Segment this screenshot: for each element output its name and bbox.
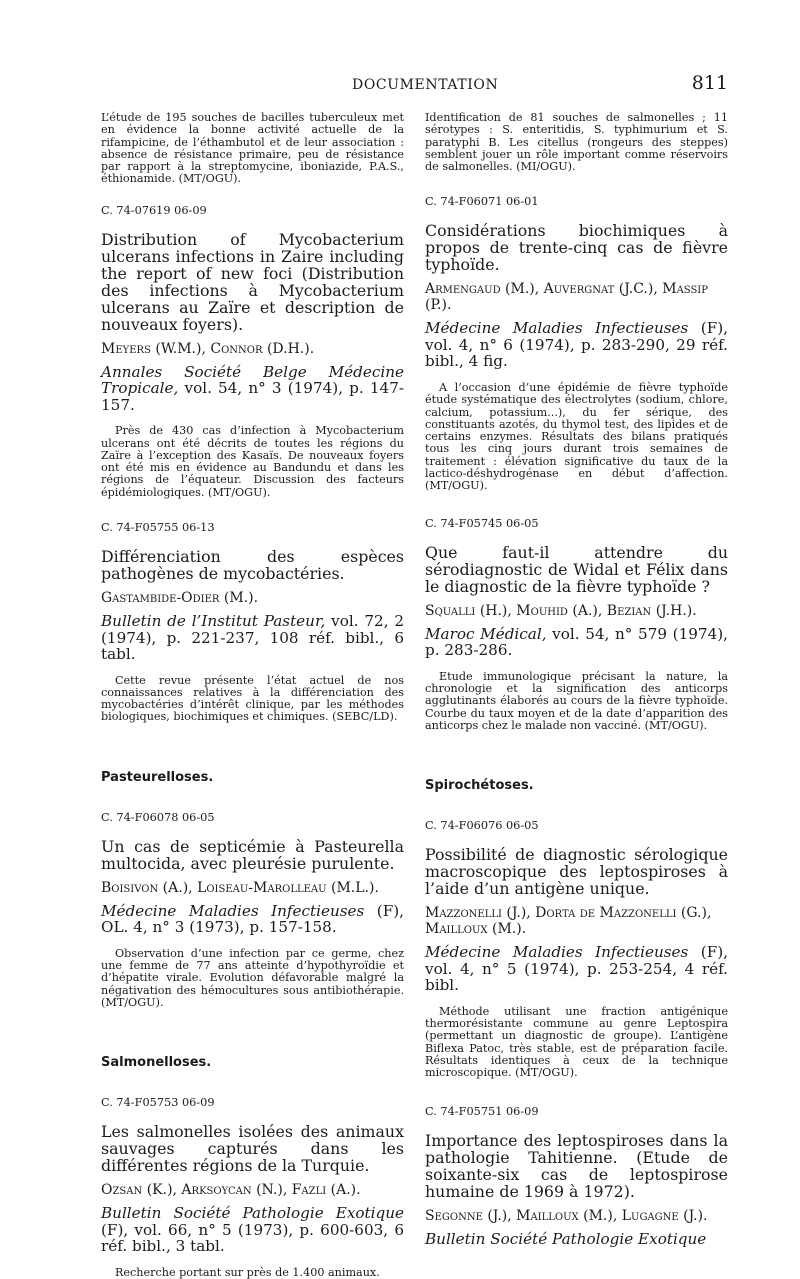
journal-name: Bulletin de l’Institut Pasteur,	[101, 612, 326, 631]
entry-title: Que faut-il attendre du sérodiagnostic de Widal et Félix dans le diagnostic de la fièvre typhoïde ?	[425, 542, 728, 596]
section-heading: Salmonelloses.	[101, 1055, 212, 1071]
entry	[425, 819, 728, 1079]
entry-title: Possibilité de diagnostic sérologique macroscopique des leptospiroses à l’aide d’un antigène unique.	[425, 845, 728, 899]
entry	[425, 517, 728, 732]
entry	[425, 195, 728, 492]
entry-authors: Mazzonelli (J.), Dorta de Mazzonelli (G.), Mailloux (M.).	[425, 905, 712, 938]
journal-reference: (F), vol. 66, n° 5 (1973), p. 600-603, 6 réf. bibl., 3 tabl.	[101, 1220, 404, 1256]
journal-name: Annales Société Belge Médecine Tropicale,	[101, 362, 404, 398]
entry-abstract: Observation d’une infection par ce germe, chez une femme de 77 ans atteinte d’hypothyroïdie et d’hépatite virale. Evolution défavorable malgré la négativation des hémocultures sous antibiothérapie. (MT/OGU).	[101, 946, 404, 1009]
continued-abstract: L’étude de 195 souches de bacilles tuberculeux met en évidence la bonne activité actuelle de la rifampicine, de l’éthambutol et de leur association : absence de résistance primaire, peu de résistance par rapport à la streptomycine, iboniazide, P.A.S., éthionamide. (MT/OGU).	[101, 111, 404, 186]
entry-code: C. 74-F05755 06-13	[101, 521, 215, 535]
entry-code: C. 74-F05745 06-05	[425, 516, 539, 530]
entry-title: Les salmonelles isolées des animaux sauvages capturés dans les différentes régions de la Turquie.	[101, 1122, 404, 1176]
entry-abstract: Méthode utilisant une fraction antigénique thermorésistante commune au genre Leptospira (permettant un diagnostic de groupe). L’antigène Biflexa Patoc, très stable, est de préparation facile. Résultats identiques à ceux de la technique microscopique. (MT/OGU).	[425, 1004, 728, 1080]
entry-code: C. 74-F06076 06-05	[425, 819, 539, 833]
entry-source	[425, 626, 728, 659]
entry-source	[101, 1205, 404, 1255]
journal-reference: vol. 72, 2 (1974), p. 221-237, 108 réf. bibl., 6 tabl.	[101, 612, 404, 664]
journal-reference: (F), vol. 4, n° 5 (1974), p. 253-254, 4 réf. bibl.	[425, 943, 728, 995]
entry	[425, 1105, 728, 1248]
section-heading: Pasteurelloses.	[101, 769, 214, 785]
entry-code: C. 74-F05753 06-09	[101, 1096, 215, 1110]
entry-abstract: A l’occasion d’une épidémie de fièvre typhoïde étude systématique des électrolytes (sodium, chlore, calcium, potassium...), du fer sérique, des constituants azotés, du thymol test, des lipides et de certains enzymes. Résultats des bilans pratiqués tous les cinq jours durant trois semaines de traitement : élévation significative du taux de la lactico-déshydrogénase en début d’affection. (MT/OGU).	[425, 380, 728, 493]
entry-source	[425, 1231, 728, 1248]
entry-source	[101, 364, 404, 414]
journal-name: Médecine Maladies Infectieuses	[101, 901, 365, 920]
entry-abstract: Cette revue présente l’état actuel de nos connaissances relatives à la différenciation des mycobactéries d’intérêt clinique, par les méthodes biologiques, biochimiques et chimiques. (SEBC/LD).	[101, 673, 404, 724]
entry-title: Différenciation des espèces pathogènes de mycobactéries.	[101, 547, 404, 584]
entry-code: C. 74-F06078 06-05	[101, 810, 215, 824]
entry-title: Distribution of Mycobacterium ulcerans infections in Zaire including the report of new foci (Distribution des infections à Mycobacterium ulcerans au Zaïre et description de nouveaux foyers).	[101, 229, 404, 334]
entry-authors: Armengaud (M.), Auvergnat (J.C.), Massip (P.).	[425, 281, 708, 314]
entry-authors: Boisivon (A.), Loiseau-Marolleau (M.L.).	[101, 879, 379, 896]
entry-title: Importance des leptospiroses dans la pathologie Tahitienne. (Etude de soixante-six cas de leptospirose humaine de 1969 à 1972).	[425, 1131, 728, 1202]
entry-title: Considérations biochimiques à propos de trente-cinq cas de fièvre typhoïde.	[425, 221, 728, 275]
entry	[101, 1096, 404, 1279]
entry	[101, 811, 404, 1009]
journal-reference: vol. 54, n° 579 (1974), p. 283-286.	[425, 624, 728, 660]
entry	[101, 204, 404, 499]
entry-code: C. 74-F06071 06-01	[425, 195, 539, 209]
journal-reference: (F), OL. 4, n° 3 (1973), p. 157-158.	[101, 901, 404, 937]
entry-code: C. 74-F05751 06-09	[425, 1105, 539, 1119]
entry-source	[425, 944, 728, 994]
page-number: 811	[691, 72, 728, 94]
journal-reference: vol. 54, n° 3 (1974), p. 147-157.	[101, 379, 404, 414]
entry	[101, 521, 404, 724]
left-column	[101, 112, 404, 1279]
journal-name: Médecine Maladies Infectieuses	[425, 319, 689, 338]
entry-source	[101, 903, 404, 936]
entry-source	[101, 613, 404, 663]
entry-authors: Ozsan (K.), Arksoycan (N.), Fazli (A.).	[101, 1182, 361, 1199]
right-column	[425, 112, 728, 1260]
entry-abstract: Près de 430 cas d’infection à Mycobacterium ulcerans ont été décrits de toutes les régions du Zaïre à l’exception des Kasaïs. De nouveaux foyers ont été mis en évidence au Bandundu et dans les régions de l’équateur. Discussion des facteurs épidémiologiques. (MT/OGU).	[101, 424, 404, 499]
section-heading: Spirochétoses.	[425, 778, 534, 794]
entry-authors: Segonne (J.), Mailloux (M.), Lugagne (J.).	[425, 1208, 708, 1225]
entry-authors: Squalli (H.), Mouhid (A.), Bezian (J.H.).	[425, 602, 697, 619]
entry-code: C. 74-07619 06-09	[101, 203, 207, 217]
continued-abstract: Identification de 81 souches de salmonelles ; 11 sérotypes : S. enteritidis, S. typhimurium et S. paratyphi B. Les citellus (rongeurs des steppes) semblent jouer un rôle important comme réservoirs de salmonelles. (MI/OGU).	[425, 111, 728, 174]
entry-abstract: Etude immunologique précisant la nature, la chronologie et la signification des anticorps agglutinants élaborés au cours de la fièvre typhoïde. Courbe du taux moyen et de la date d’apparition des anticorps chez le malade non vacciné. (MT/OGU).	[425, 669, 728, 732]
journal-name: Maroc Médical,	[425, 624, 547, 643]
journal-reference: (F), vol. 4, n° 6 (1974), p. 283-290, 29 réf. bibl., 4 fig.	[425, 319, 728, 371]
entry-authors: Gastambide-Odier (M.).	[101, 590, 259, 607]
journal-name: Bulletin Société Pathologie Exotique	[425, 1230, 707, 1249]
journal-name: Médecine Maladies Infectieuses	[425, 943, 689, 962]
entry-abstract: Recherche portant sur près de 1.400 animaux.	[115, 1265, 380, 1279]
running-header: DOCUMENTATION	[352, 77, 499, 93]
journal-name: Bulletin Société Pathologie Exotique	[101, 1204, 404, 1223]
entry-title: Un cas de septicémie à Pasteurella multocida, avec pleurésie purulente.	[101, 836, 404, 873]
entry-source	[425, 320, 728, 370]
entry-authors: Meyers (W.M.), Connor (D.H.).	[101, 340, 315, 357]
